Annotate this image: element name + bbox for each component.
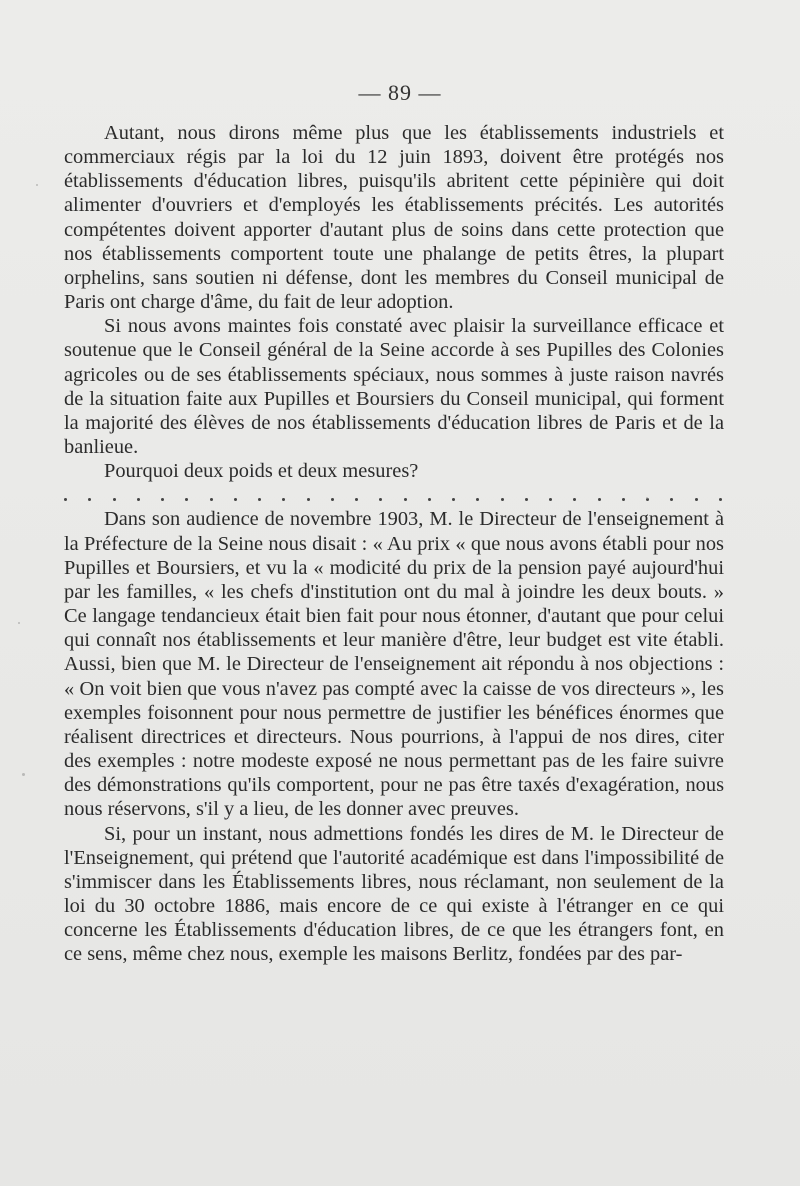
paragraph: Autant, nous dirons même plus que les établissements industriels et commerciaux régis par la loi du 12 juin 1893, doivent être protégés nos établissements d'éducation libres, puisqu'ils abritent cette pépinière qui doit alimenter d'ouvriers et d'employés les établissements précités. Les autorités compétentes doivent apporter d'autant plus de soins dans cette protection que nos établissements comportent toute une phalange de petits êtres, la plupart orphelins, sans soutien ni défense, dont les membres du Conseil municipal de Paris ont charge d'âme, du fait de leur adoption. bbox=[64, 122, 724, 314]
paper-speck bbox=[22, 773, 25, 776]
body-text bbox=[64, 121, 724, 966]
paper-speck bbox=[36, 184, 38, 186]
paragraph: Pourquoi deux poids et deux mesures? bbox=[104, 460, 419, 483]
ellipsis-divider bbox=[64, 483, 724, 507]
paragraph: Si, pour un instant, nous admettions fondés les dires de M. le Directeur de l'Enseignement, qui prétend que l'autorité académique est dans l'impossibilité de s'immiscer dans les Établissements libres, nous réclamant, non seulement de la loi du 30 octobre 1886, mais encore de ce qui existe à l'étranger en ce qui concerne les Établissements d'éducation libres, de ce que les étrangers font, en ce sens, même chez nous, exemple les maisons Berlitz, fondées par des par- bbox=[64, 822, 724, 966]
page-number: — 89 — bbox=[358, 80, 442, 105]
paragraph: Dans son audience de novembre 1903, M. le Directeur de l'enseignement à la Préfecture de la Seine nous disait : « Au prix « que nous avons établi pour nos Pupilles et Boursiers, et vu la « modicité du prix de la pension payé aujourd'hui par les familles, « les chefs d'institution ont du mal à joindre les deux bouts. » Ce langage tendancieux était bien fait pour nous étonner, d'autant que pour celui qui connaît nos établissements et leur manière d'être, leur budget est vite établi. Aussi, bien que M. le Directeur de l'enseignement ait répondu à nos objections : « On voit bien que vous n'avez pas compté avec la caisse de vos directeurs », les exemples foisonnent pour nous permettre de justifier les bénéfices énormes que réalisent directrices et directeurs. Nous pourrions, à l'appui de nos dires, citer des exemples : notre modeste exposé ne nous permettant pas de les faire suivre des démonstrations qu'ils comportent, pour ne pas être taxés d'exagération, nous nous réservons, s'il y a lieu, de les donner avec preuves. bbox=[64, 508, 724, 821]
paragraph: Si nous avons maintes fois constaté avec plaisir la surveillance efficace et soutenue que le Conseil général de la Seine accorde à ses Pupilles des Colonies agricoles ou de ses établissements spéciaux, nous sommes à juste raison navrés de la situation faite aux Pupilles et Boursiers du Conseil municipal, qui forment la majorité des élèves de nos établissements d'éducation libres de Paris et de la banlieue. bbox=[64, 315, 724, 459]
paper-speck bbox=[646, 497, 648, 499]
paper-speck bbox=[18, 622, 20, 624]
